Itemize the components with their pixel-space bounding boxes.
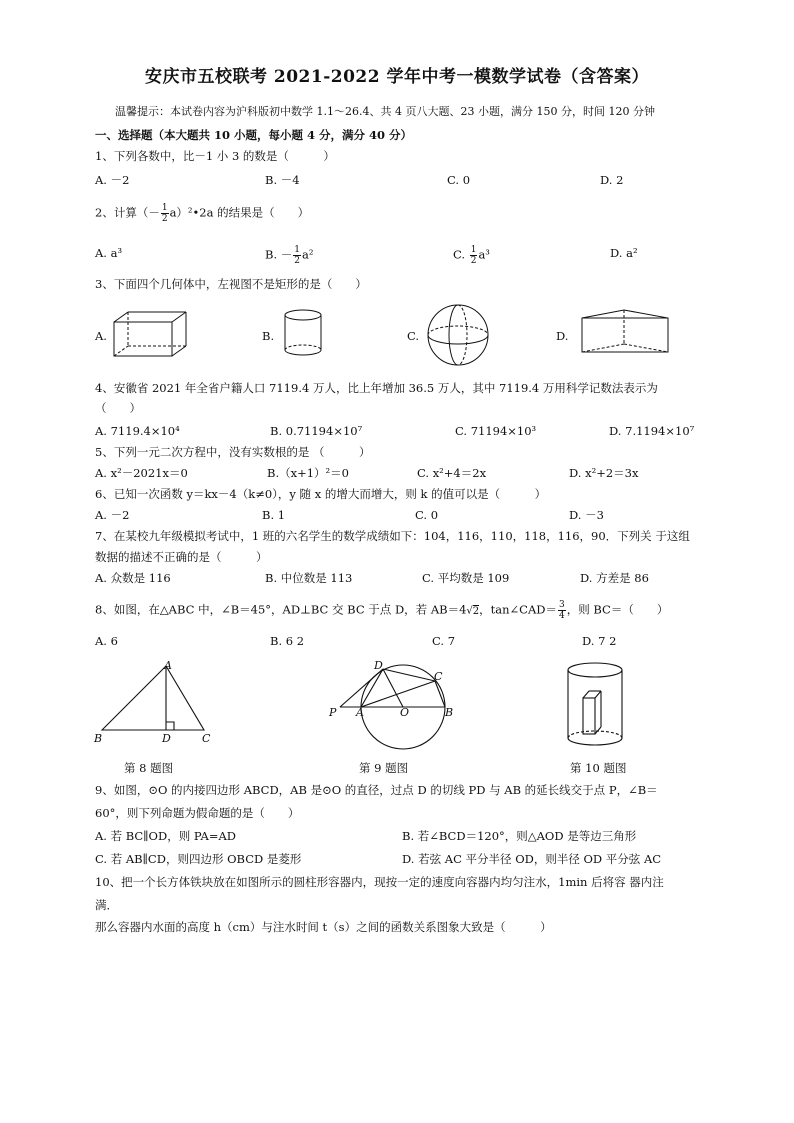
figure-9-circle [326,660,461,755]
q2-option-b[interactable] [265,245,313,266]
q2-c-num: 1 [470,245,477,255]
q8-frac-den: 4 [558,611,565,621]
q4-option-a[interactable]: A. 7119.4×10⁴ [95,424,180,438]
q7-option-a[interactable]: A. 众数是 116 [95,571,171,585]
fig9-label-d: D [374,659,383,672]
q2-c-pre: C. [453,247,469,262]
figure-10-container [565,660,627,752]
q7-option-d[interactable]: D. 方差是 86 [580,571,649,585]
figure-9-caption: 第 9 题图 [359,761,409,775]
q1-option-a[interactable]: A. －2 [95,173,130,187]
q6-stem: 6、已知一次函数 y＝kx－4（k≠0），y 随 x 的增大而增大，则 k 的值可以是（ ） [95,487,547,501]
fig9-label-b: B [445,706,454,719]
q5-option-a[interactable]: A. x²－2021x＝0 [95,466,188,480]
q9-option-c[interactable]: C. 若 AB∥CD，则四边形 OBCD 是菱形 [95,852,302,866]
q2-b-post: a² [302,247,314,262]
q2-c-fraction [470,245,478,266]
q10-stem-cont: 满． [95,898,118,912]
q5-option-b[interactable]: B.（x+1）²＝0 [267,466,349,480]
q9-option-d[interactable]: D. 若弦 AC 平分半径 OD，则半径 OD 平分弦 AC [402,852,662,866]
q6-option-a[interactable]: A. －2 [95,508,130,522]
figure-10-caption: 第 10 题图 [570,761,627,775]
cuboid-figure [112,310,192,360]
fig8-label-d: D [162,732,171,745]
q4-option-d[interactable]: D. 7.1194×10⁷ [609,424,695,438]
q8-fraction [558,600,566,621]
q2-frac-num: 1 [161,203,168,213]
q7-option-c[interactable]: C. 平均数是 109 [422,571,510,585]
q8-stem-post: ，则 BC＝（ ） [566,602,669,617]
q1-stem: 1、下列各数中，比－1 小 3 的数是（ ） [95,149,335,163]
q9-stem: 9、如图，⊙O 的内接四边形 ABCD，AB 是⊙O 的直径，过点 D 的切线 PD 与 AB 的延长线交于点 P，∠B＝ [95,783,658,797]
q2-stem [95,203,309,224]
q5-stem: 5、下列一元二次方程中，没有实数根的是 （ ） [95,445,371,459]
q7-stem-cont: 数据的描述不正确的是（ ） [95,550,268,564]
q1-option-b[interactable]: B. －4 [265,173,300,187]
q4-option-c[interactable]: C. 71194×10³ [455,424,537,438]
cylinder-figure [283,308,327,360]
figure-8-triangle [92,659,222,747]
fig9-label-o: O [400,706,410,719]
q2-option-a[interactable]: A. a³ [95,246,123,260]
q1-option-d[interactable]: D. 2 [600,173,624,187]
q6-option-d[interactable]: D. －3 [569,508,604,522]
q9-option-b[interactable]: B. 若∠BCD＝120°，则△AOD 是等边三角形 [402,829,637,843]
q2-option-c[interactable] [453,245,490,266]
q8-option-d[interactable]: D. 7 2 [582,634,617,648]
fig9-label-a: A [356,706,364,719]
q8-option-c[interactable]: C. 7 [432,634,456,648]
q8-sqrt-value: 2 [472,605,480,617]
q7-stem: 7、在某校九年级模拟考试中，1 班的六名学生的数学成绩如下：104，116，110，118，116，90．下列关 于这组 [95,529,690,543]
q2-frac-den: 2 [161,214,168,224]
q8-option-a[interactable]: A. 6 [95,634,118,648]
q2-option-d[interactable]: D. a² [610,246,638,260]
q9-stem-cont: 60°，则下列命题为假命题的是（ ） [95,806,300,820]
fig8-label-c: C [202,732,211,745]
q2-stem-post: a）²•2a 的结果是（ ） [169,205,310,220]
figure-8-caption: 第 8 题图 [124,761,174,775]
page-title: 安庆市五校联考 2021-2022 学年中考一模数学试卷（含答案） [144,67,650,87]
q3-stem: 3、下面四个几何体中，左视图不是矩形的是（ ） [95,277,367,291]
q2-fraction [161,203,169,224]
section-heading: 一、选择题（本大题共 10 小题，每小题 4 分，满分 40 分） [95,128,413,142]
q3-option-a[interactable]: A. [95,329,107,343]
q8-frac-num: 3 [558,600,565,610]
q2-c-den: 2 [470,256,477,266]
q8-option-b[interactable]: B. 6 2 [270,634,305,648]
fig8-label-b: B [94,732,103,745]
q2-b-fraction [293,245,301,266]
q5-option-c[interactable]: C. x²+4＝2x [417,466,487,480]
q3-option-c[interactable]: C. [407,329,420,343]
q8-stem-mid: ，tan∠CAD＝ [479,602,557,617]
sphere-figure [424,305,494,367]
q1-option-c[interactable]: C. 0 [447,173,471,187]
q2-b-num: 1 [294,245,300,255]
prism-figure [580,308,672,358]
q6-option-c[interactable]: C. 0 [415,508,439,522]
q8-stem [95,600,668,621]
q2-b-den: 2 [294,256,300,266]
q10-stem: 10、把一个长方体铁块放在如图所示的圆柱形容器内，现按一定的速度向容器内均匀注水，1min 后将容 器内注 [95,875,664,889]
q7-option-b[interactable]: B. 中位数是 113 [265,571,353,585]
q2-stem-pre: 2、计算（－ [95,205,160,220]
q6-option-b[interactable]: B. 1 [262,508,286,522]
notice: 温馨提示：本试卷内容为沪科版初中数学 1.1～26.4、共 4 页八大题、23 小题，满分 150 分，时间 120 分钟 [115,105,655,118]
q8-stem-pre: 8、如图，在△ABC 中，∠B＝45°，AD⊥BC 交 BC 于点 D，若 AB＝4 [95,602,467,617]
q2-c-post: a³ [478,247,490,262]
q2-b-pre: B. － [265,247,293,262]
q10-stem-cont2: 那么容器内水面的高度 h（cm）与注水时间 t（s）之间的函数关系图象大致是（ ） [95,920,552,934]
q3-option-d[interactable]: D. [556,329,569,343]
q4-stem-cont: （ ） [95,401,141,415]
fig9-label-c: C [434,670,443,683]
q4-option-b[interactable]: B. 0.71194×10⁷ [270,424,363,438]
q4-stem: 4、安徽省 2021 年全省户籍人口 7119.4 万人，比上年增加 36.5 万人，其中 7119.4 万用科学记数法表示为 [95,381,658,395]
q9-option-a[interactable]: A. 若 BC∥OD，则 PA=AD [95,829,236,843]
sqrt-sign: √ [466,605,473,617]
q5-option-d[interactable]: D. x²+2＝3x [569,466,639,480]
q3-option-b[interactable]: B. [262,329,275,343]
fig9-label-p: P [329,706,337,719]
fig8-label-a: A [164,659,172,672]
